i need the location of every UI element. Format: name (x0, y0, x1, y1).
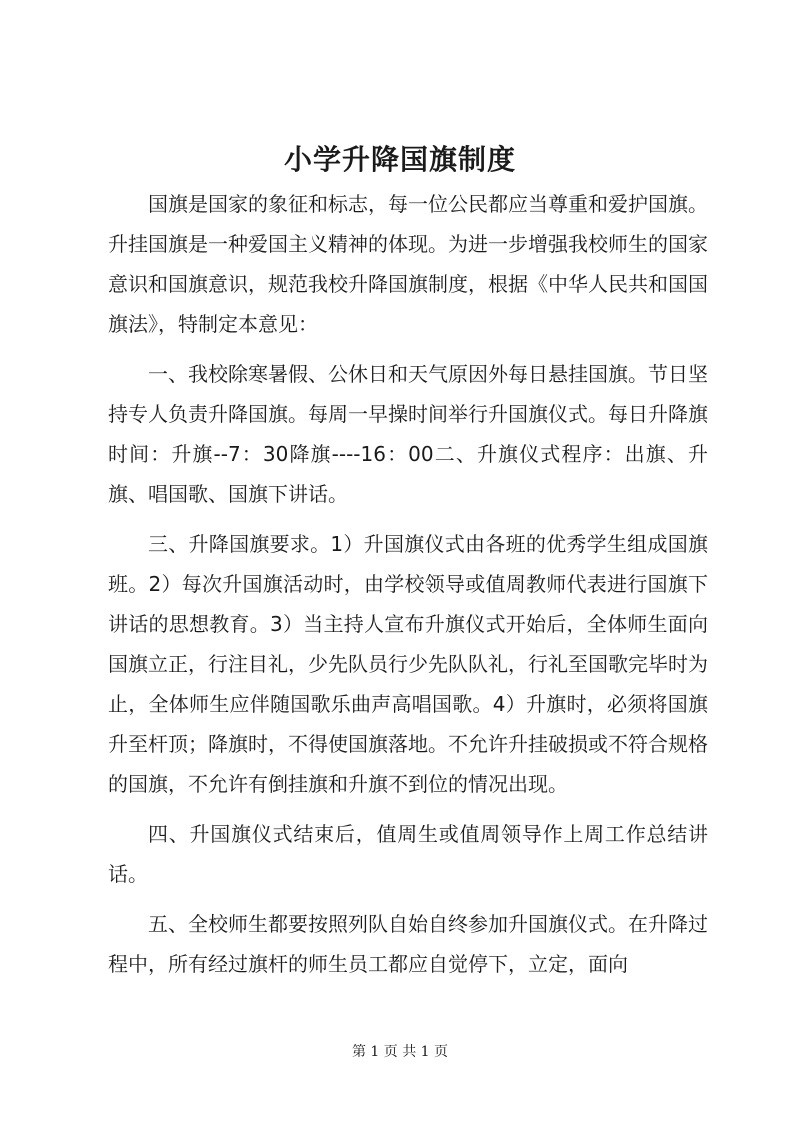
document-title: 小学升降国旗制度 (283, 143, 516, 176)
paragraph-intro: 国旗是国家的象征和标志，每一位公民都应当尊重和爱护国旗。升挂国旗是一种爱国主义精神的体现。为进一步增强我校师生的国家意识和国旗意识，规范我校升降国旗制度，根据《中华人民共和国国旗法》，特制定本意见： (108, 192, 708, 336)
paragraph-section-1: 一、我校除寒暑假、公休日和天气原因外每日悬挂国旗。节日坚持专人负责升降国旗。每周一早操时间举行升国旗仪式。每日升降旗时间：升旗--7：30降旗----16：00二、升旗仪式程序：出旗、升旗、唱国歌、国旗下讲话。 (108, 362, 708, 506)
paragraph-section-5: 五、全校师生都要按照列队自始自终参加升国旗仪式。在升降过程中，所有经过旗杆的师生员工都应自觉停下，立定，面向 (108, 912, 708, 976)
paragraph-section-3: 三、升降国旗要求。1）升国旗仪式由各班的优秀学生组成国旗班。2）每次升国旗活动时，由学校领导或值周教师代表进行国旗下讲话的思想教育。3）当主持人宣布升旗仪式开始后，全体师生面向国旗立正，行注目礼，少先队员行少先队队礼，行礼至国歌完毕时为止，全体师生应伴随国歌乐曲声高唱国歌。4）升旗时，必须将国旗升至杆顶；降旗时，不得使国旗落地。不允许升挂破损或不符合规格的国旗，不允许有倒挂旗和升旗不到位的情况出现。 (108, 532, 708, 796)
document-body (108, 184, 708, 984)
paragraph-section-4: 四、升国旗仪式结束后，值周生或值周领导作上周工作总结讲话。 (108, 822, 708, 886)
page-footer: 第 1 页 共 1 页 (351, 1044, 449, 1060)
